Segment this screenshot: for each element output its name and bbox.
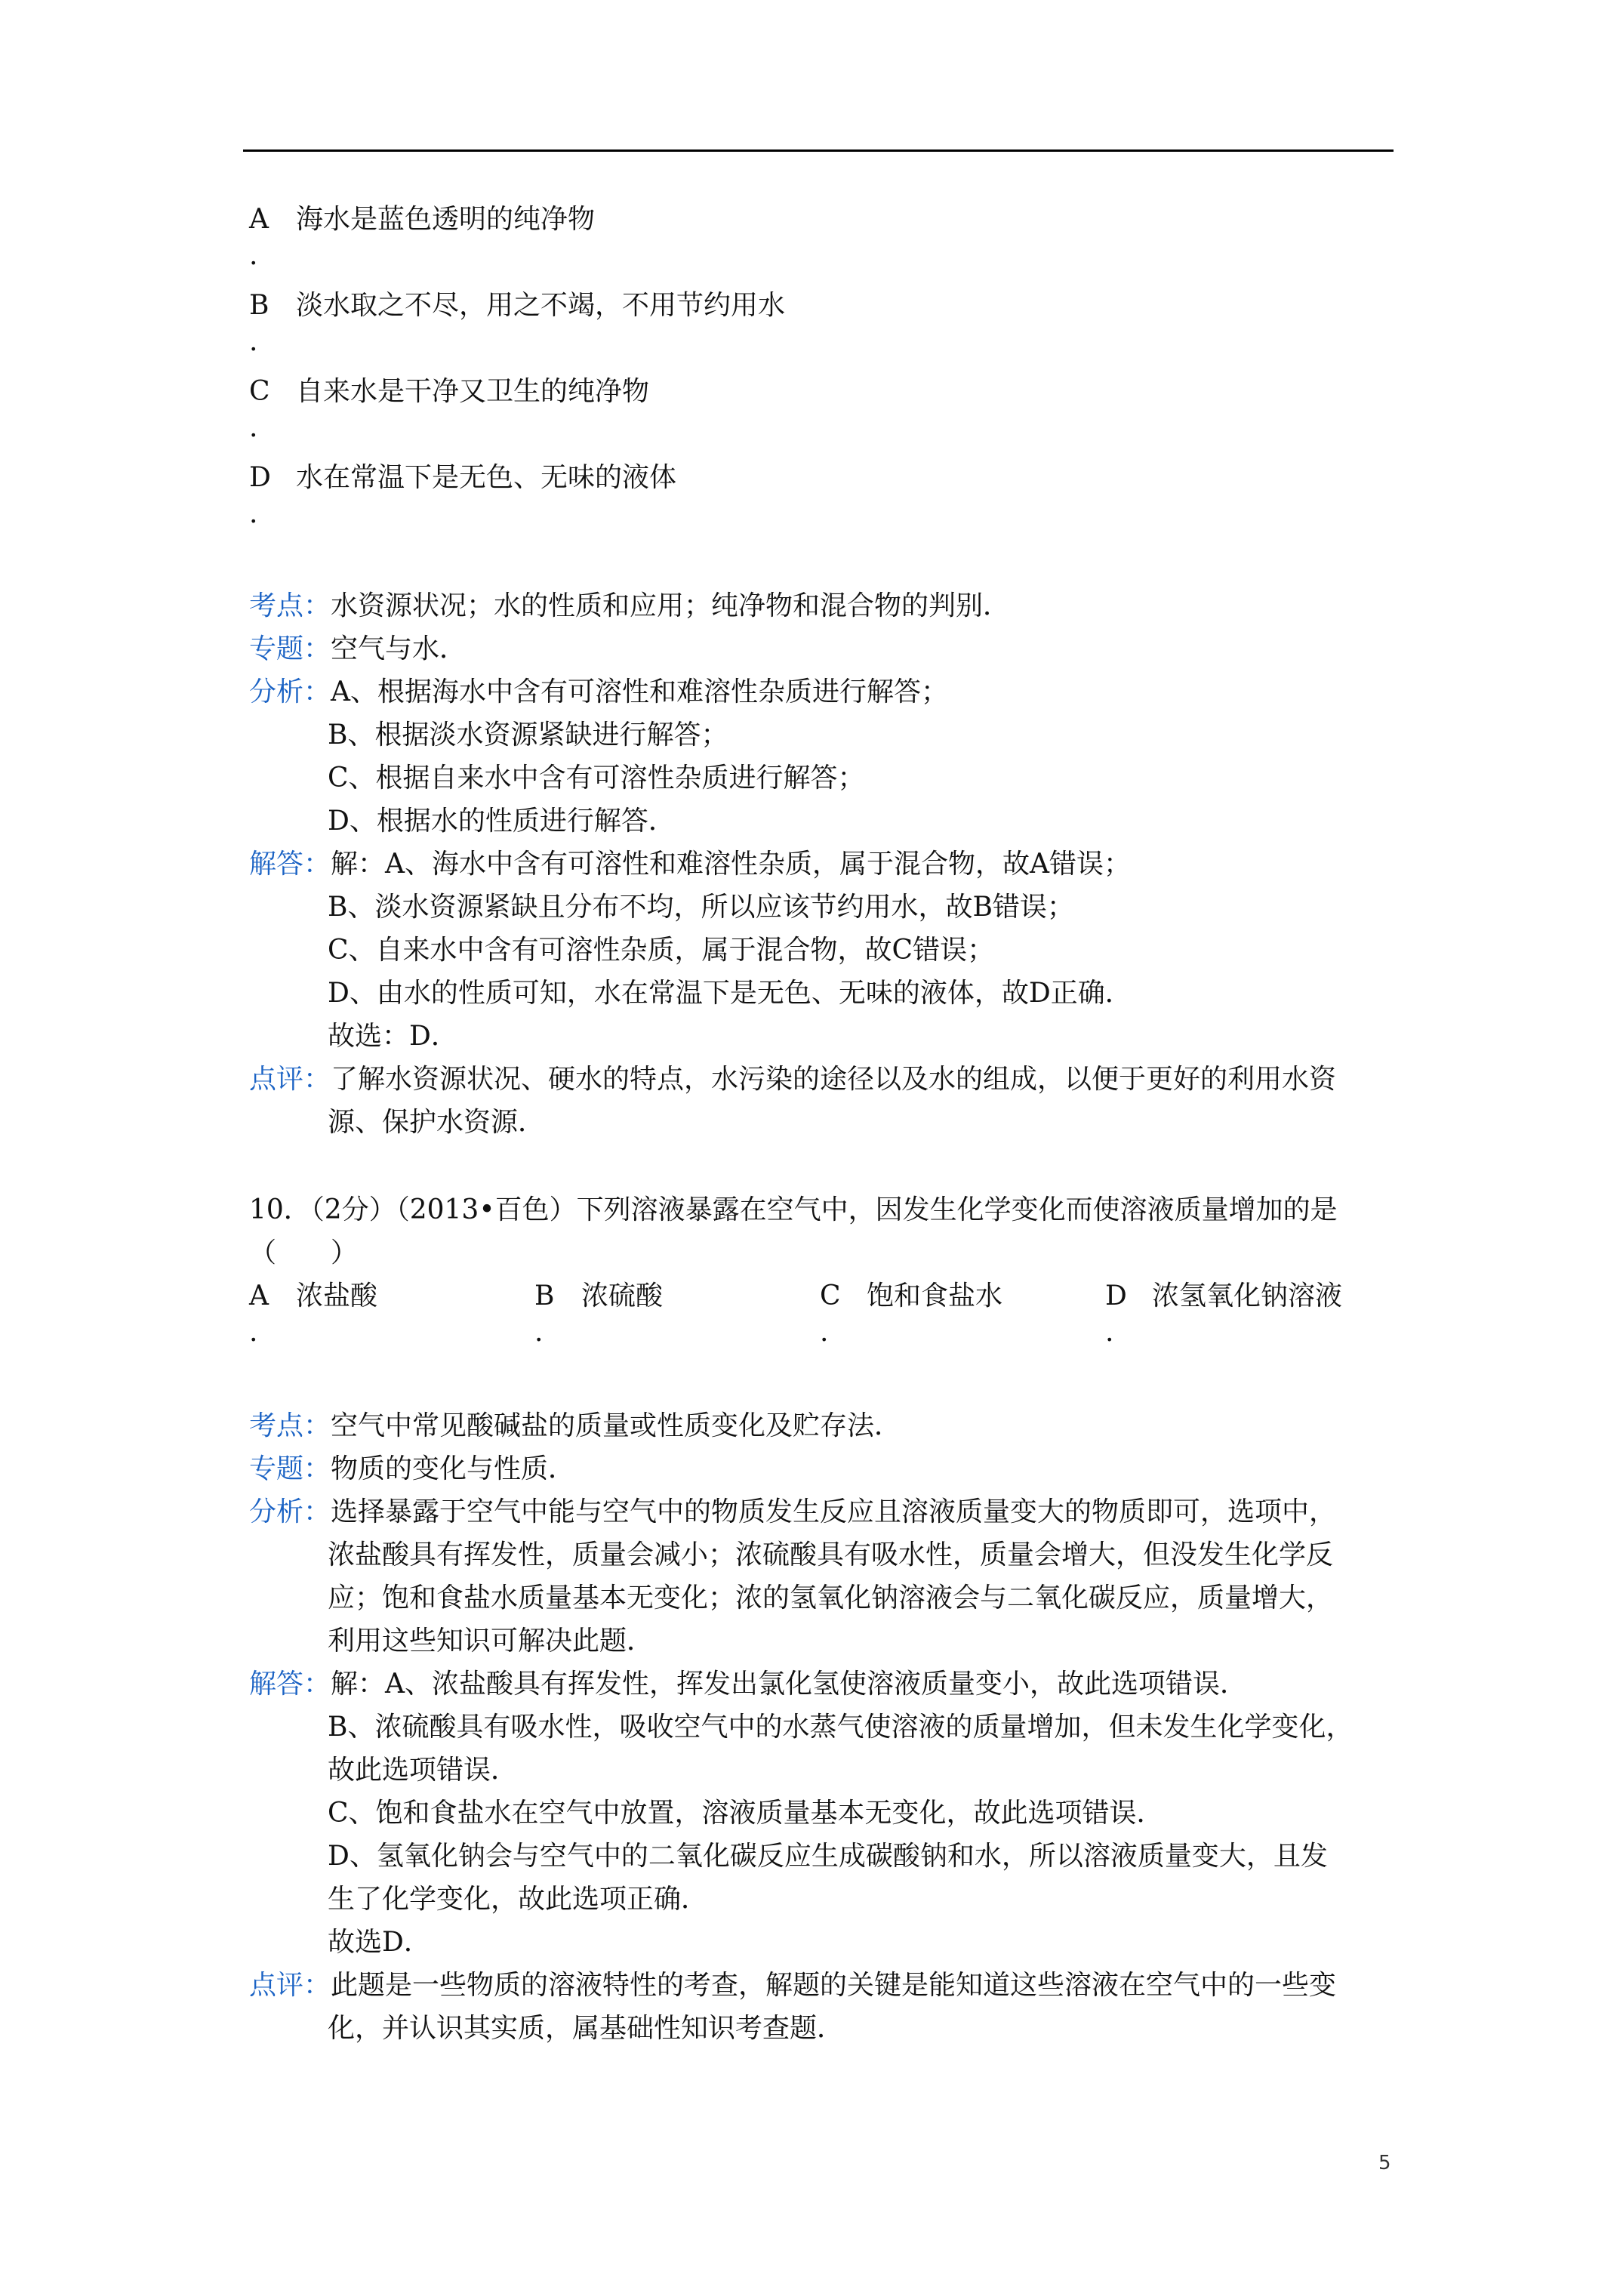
jieda-line: 解答：解：A、浓盐酸具有挥发性，挥发出氯化氢使溶液质量变小，故此选项错误． bbox=[249, 1669, 1248, 1700]
option-b: B 浓硫酸 bbox=[534, 1281, 664, 1311]
q10-analysis bbox=[249, 1404, 1397, 2050]
option-d: D 浓氢氧化钠溶液 bbox=[1105, 1281, 1343, 1311]
option-d: D 水在常温下是无色、无味的液体 bbox=[249, 462, 677, 493]
option-a: A 浓盐酸 bbox=[249, 1281, 378, 1311]
option-c: C 自来水是干净又卫生的纯净物 bbox=[249, 376, 650, 407]
dianping-line: 点评：了解水资源状况、硬水的特点，水污染的途径以及水的组成，以便于更好的利用水资 bbox=[249, 1064, 1337, 1095]
question-stem: 10．（2分）（2013•百色）下列溶液暴露在空气中，因发生化学变化而使溶液质量增加的是 bbox=[249, 1194, 1338, 1225]
option-b: B 淡水取之不尽，用之不竭，不用节约用水 bbox=[249, 290, 786, 321]
fenxi-line: 利用这些知识可解决此题． bbox=[328, 1626, 654, 1657]
option-dot: . bbox=[249, 498, 258, 529]
jieda-line: 解答：解：A、海水中含有可溶性和难溶性杂质，属于混合物，故A错误； bbox=[249, 849, 1132, 880]
fenxi-line: C、根据自来水中含有可溶性杂质进行解答； bbox=[328, 763, 865, 794]
kaodian-line: 考点：空气中常见酸碱盐的质量或性质变化及贮存法． bbox=[249, 1410, 902, 1441]
fenxi-line: 浓盐酸具有挥发性，质量会减小；浓硫酸具有吸水性，质量会增大，但没发生化学反 bbox=[328, 1539, 1334, 1570]
jieda-line: D、氢氧化钠会与空气中的二氧化碳反应生成碳酸钠和水，所以溶液质量变大，且发 bbox=[328, 1841, 1328, 1872]
dianping-line: 源、保护水资源． bbox=[328, 1107, 546, 1138]
page-number: 5 bbox=[1378, 2152, 1391, 2174]
jieda-line: B、浓硫酸具有吸水性，吸收空气中的水蒸气使溶液的质量增加，但未发生化学变化， bbox=[328, 1712, 1354, 1743]
jieda-line: 生了化学变化，故此选项正确． bbox=[328, 1884, 709, 1915]
jieda-line: D、由水的性质可知，水在常温下是无色、无味的液体，故D正确． bbox=[328, 978, 1132, 1009]
jieda-line: B、淡水资源紧缺且分布不均，所以应该节约用水，故B错误； bbox=[328, 892, 1074, 923]
zhuanti-line: 专题：物质的变化与性质． bbox=[249, 1453, 576, 1484]
option-dot: . bbox=[249, 412, 258, 443]
jieda-line: C、自来水中含有可溶性杂质，属于混合物，故C错误； bbox=[328, 935, 995, 966]
fenxi-line: B、根据淡水资源紧缺进行解答； bbox=[328, 720, 728, 750]
q9-analysis bbox=[249, 584, 1397, 1144]
dianping-line: 化，并认识其实质，属基础性知识考查题． bbox=[328, 2013, 845, 2044]
fenxi-line: 分析：选择暴露于空气中能与空气中的物质发生反应且溶液质量变大的物质即可，选项中， bbox=[249, 1496, 1337, 1527]
q10-options-row bbox=[249, 1274, 1397, 1318]
jieda-line: 故选：D． bbox=[328, 1021, 458, 1052]
q9-options bbox=[249, 198, 1397, 542]
option-c: C 饱和食盐水 bbox=[820, 1281, 1003, 1311]
dianping-line: 点评：此题是一些物质的溶液特性的考查，解题的关键是能知道这些溶液在空气中的一些变 bbox=[249, 1970, 1337, 2001]
option-dot: . bbox=[249, 1317, 258, 1348]
option-dot: . bbox=[249, 240, 258, 271]
header-rule bbox=[243, 149, 1394, 152]
option-dot: . bbox=[534, 1317, 544, 1348]
jieda-line: 故选D． bbox=[328, 1927, 431, 1958]
fenxi-line: 分析：A、根据海水中含有可溶性和难溶性杂质进行解答； bbox=[249, 676, 949, 707]
option-dot: . bbox=[249, 326, 258, 357]
option-a: A 海水是蓝色透明的纯净物 bbox=[249, 204, 596, 235]
kaodian-line: 考点：水资源状况；水的性质和应用；纯净物和混合物的判别． bbox=[249, 590, 1011, 621]
jieda-line: 故此选项错误． bbox=[328, 1755, 519, 1786]
option-dot: . bbox=[1105, 1317, 1114, 1348]
q10-option-dots bbox=[249, 1318, 1397, 1361]
fenxi-line: D、根据水的性质进行解答． bbox=[328, 806, 676, 837]
q10 bbox=[249, 1188, 1397, 1361]
jieda-line: C、饱和食盐水在空气中放置，溶液质量基本无变化，故此选项错误． bbox=[328, 1798, 1164, 1829]
option-dot: . bbox=[820, 1317, 829, 1348]
zhuanti-line: 专题：空气与水． bbox=[249, 633, 467, 664]
question-stem-blank: （ ） bbox=[249, 1237, 359, 1268]
fenxi-line: 应；饱和食盐水质量基本无变化；浓的氢氧化钠溶液会与二氧化碳反应，质量增大， bbox=[328, 1583, 1334, 1613]
